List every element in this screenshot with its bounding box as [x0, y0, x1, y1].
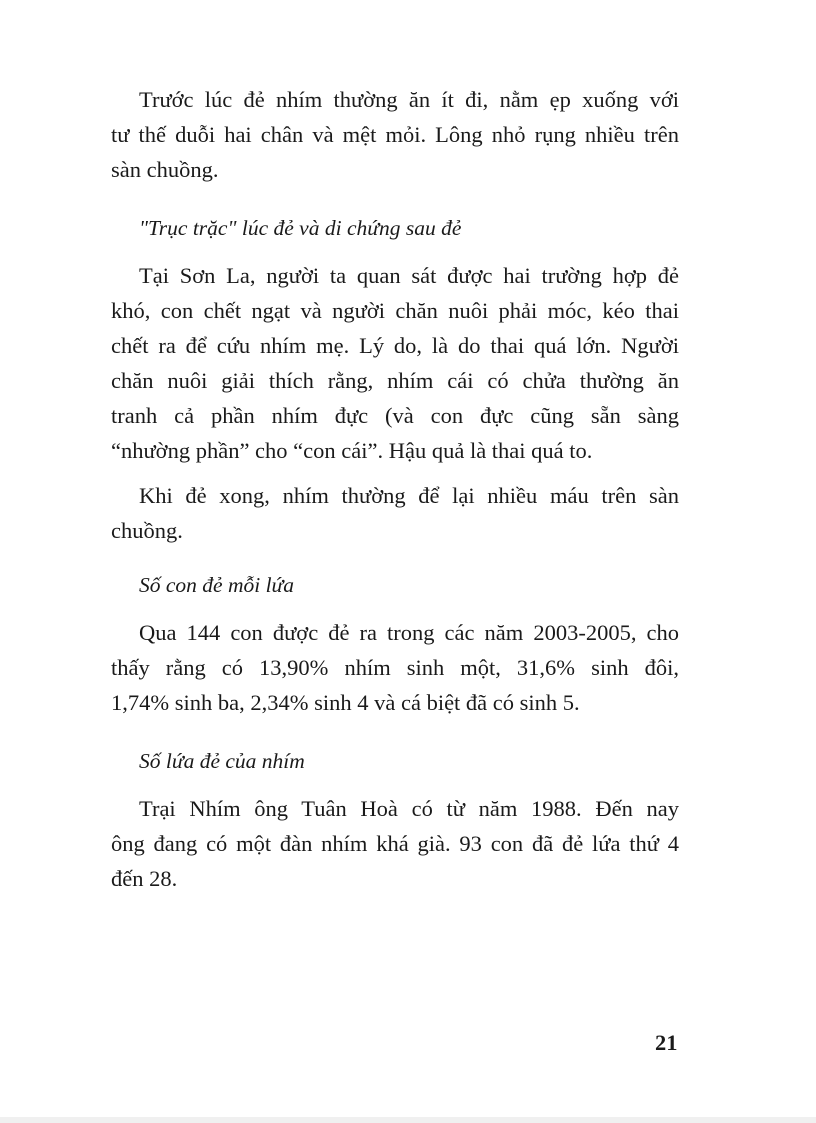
text-column [111, 82, 679, 896]
paragraph-line: chết ra để cứu nhím mẹ. Lý do, là do thai quá lớn. Người [111, 333, 679, 358]
paragraph-line: đến 28. [111, 866, 178, 891]
paragraph-3 [111, 478, 679, 548]
paragraph-line: Trại Nhím ông Tuân Hoà có từ năm 1988. Đến nay [139, 796, 679, 821]
paragraph-line: tranh cả phần nhím đực (và con đực cũng sẵn sàng [111, 403, 679, 428]
section-heading-number-of-litters: Số lứa đẻ của nhím [139, 749, 305, 773]
section-heading-labor-complications: "Trục trặc" lúc đẻ và di chứng sau đẻ [139, 216, 462, 240]
paragraph-line: Khi đẻ xong, nhím thường để lại nhiều máu trên sàn [139, 483, 679, 508]
paragraph-5 [111, 791, 679, 896]
paragraph-line: Qua 144 con được đẻ ra trong các năm 2003-2005, cho [139, 620, 679, 645]
paragraph-line: chuồng. [111, 518, 183, 543]
paragraph-line: Tại Sơn La, người ta quan sát được hai trường hợp đẻ [139, 263, 679, 288]
paragraph-2 [111, 258, 679, 468]
paragraph-line: sàn chuồng. [111, 157, 219, 182]
paragraph-line: “nhường phần” cho “con cái”. Hậu quả là thai quá to. [111, 438, 593, 463]
paragraph-line: chăn nuôi giải thích rằng, nhím cái có chửa thường ăn [111, 368, 679, 393]
paragraph-line: 1,74% sinh ba, 2,34% sinh 4 và cá biệt đã có sinh 5. [111, 690, 580, 715]
paragraph-line: khó, con chết ngạt và người chăn nuôi phải móc, kéo thai [111, 298, 679, 323]
paragraph-line: Trước lúc đẻ nhím thường ăn ít đi, nằm ẹp xuống với [139, 87, 679, 112]
page-number: 21 [655, 1030, 678, 1055]
paragraph-4 [111, 615, 679, 720]
scan-edge [0, 1117, 816, 1123]
paragraph-line: tư thế duỗi hai chân và mệt mỏi. Lông nhỏ rụng nhiều trên [111, 122, 679, 147]
paragraph-line: thấy rằng có 13,90% nhím sinh một, 31,6% sinh đôi, [111, 655, 679, 680]
section-heading-litter-size: Số con đẻ mỗi lứa [139, 573, 295, 597]
paragraph-1 [111, 82, 679, 187]
paragraph-line: ông đang có một đàn nhím khá già. 93 con đã đẻ lứa thứ 4 [111, 831, 679, 856]
